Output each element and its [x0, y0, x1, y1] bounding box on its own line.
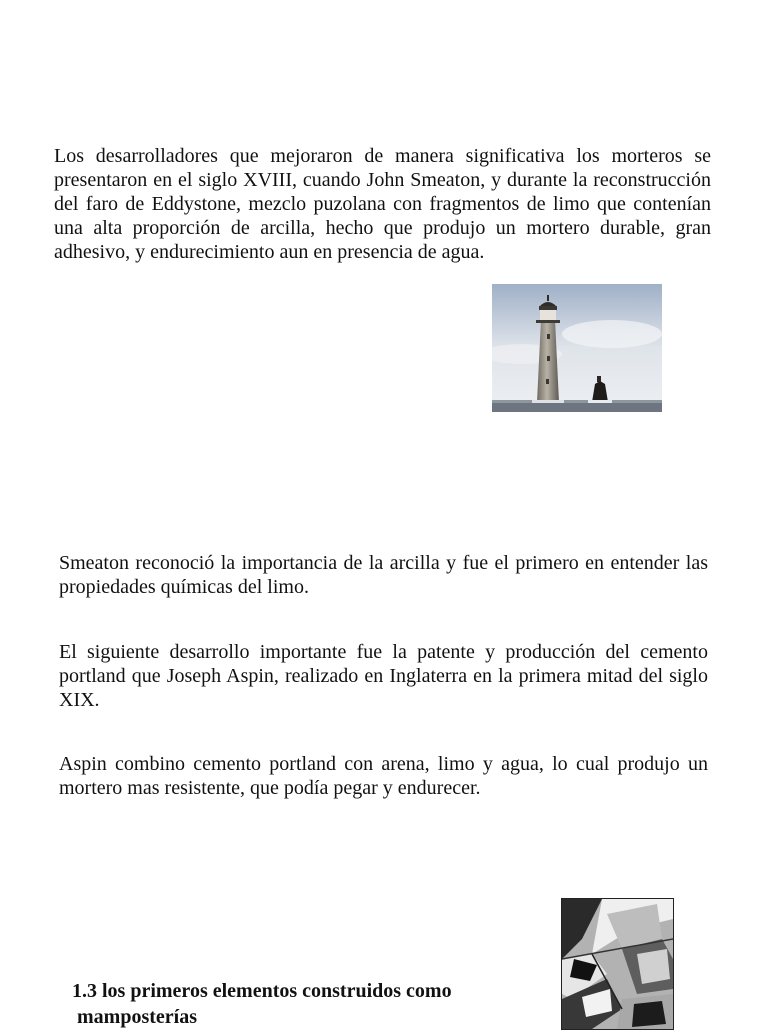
paragraph-smeaton-eddystone: Los desarrolladores que mejoraron de manera significativa los morteros se presentaron en el siglo XVIII, cuando John Smeaton, y durante la reconstrucción del faro de Eddystone, mezclo puzolana con fragmentos de limo que contenían una alta proporción de arcilla, hecho que produjo un mortero durable, gran adhesivo, y endurecimiento aun en presencia de agua.: [54, 145, 711, 263]
paragraph-smeaton-clay: Smeaton reconoció la importancia de la arcilla y fue el primero en entender las propiedades químicas del limo.: [59, 552, 708, 598]
paragraph-portland-patent: El siguiente desarrollo importante fue la patente y producción del cemento portland que Joseph Aspin, realizado en Inglaterra en la primera mitad del siglo XIX.: [59, 641, 708, 711]
section-heading-line2: mamposterías: [77, 1006, 197, 1028]
section-heading-line1: 1.3 los primeros elementos construidos como: [72, 980, 452, 1002]
paragraph-aspin-mortar: Aspin combino cemento portland con arena, limo y agua, lo cual produjo un mortero mas resistente, que podía pegar y endurecer.: [59, 753, 708, 799]
lighthouse-photo: [492, 284, 662, 412]
masonry-photo: [561, 898, 674, 1030]
section-heading: [72, 978, 532, 1030]
